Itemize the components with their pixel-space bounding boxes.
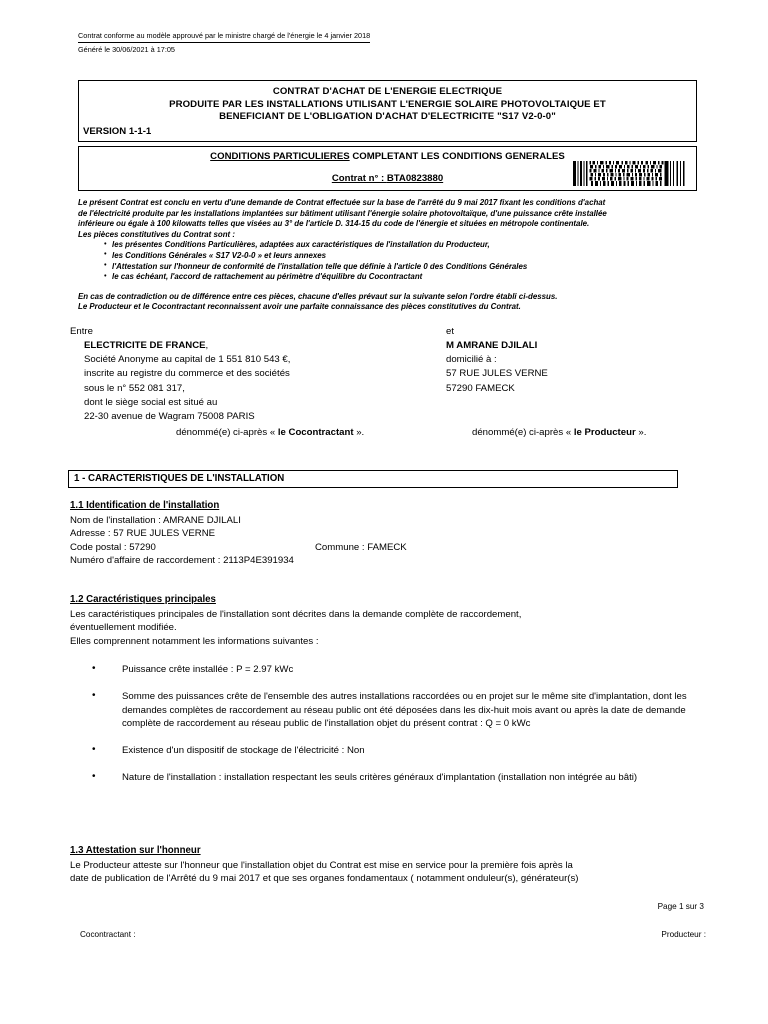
section-1-1-body xyxy=(70,514,690,567)
list-item: • les présentes Conditions Particulières, adaptées aux caractéristiques de l'installation du Producteur, xyxy=(112,240,698,251)
cocontractant-line: sous le n° 552 081 317, xyxy=(84,382,185,394)
list-item: • le cas échéant, l'accord de rattachement au périmètre d'équilibre du Cocontractant xyxy=(112,272,698,283)
list-item: • Existence d'un dispositif de stockage de l'électricité : Non xyxy=(70,744,690,757)
installation-postal-row xyxy=(70,541,690,554)
contract-intro xyxy=(78,198,698,313)
conditions-particulieres-box xyxy=(78,146,697,191)
cocontractant-line: inscrite au registre du commerce et des sociétés xyxy=(84,368,290,380)
parties-labels-row xyxy=(70,325,710,339)
producteur-name: M AMRANE DJILALI xyxy=(446,340,538,351)
section-1-2-intro xyxy=(70,608,690,648)
denom-suffix: ». xyxy=(635,427,647,438)
producteur-block xyxy=(446,339,746,396)
intro-p1-line-3: inférieure ou égale à 100 kilowatts telles que visées au 3° de l'article D. 314-15 du code de l'énergie et situées en métropole continentale. xyxy=(78,219,590,229)
conformity-note: Contrat conforme au modèle approuvé par le ministre chargé de l'énergie le 4 janvier 2018 xyxy=(78,30,370,43)
parties-block xyxy=(70,325,710,423)
label-et: et xyxy=(446,326,455,337)
footer-producteur-label: Producteur : xyxy=(661,930,706,939)
list-item: • Puissance crête installée : P = 2.97 kWc xyxy=(70,663,690,676)
section-1-3-body xyxy=(70,859,690,886)
denom-prefix: dénommé(e) ci-après « xyxy=(472,427,574,438)
cocontractant-denomination xyxy=(176,427,364,438)
section-1-3-line: date de publication de l'Arrêté du 9 mai 2017 et que ses organes fondamentaux ( notamment onduleur(s), générateur(s) xyxy=(70,873,579,885)
cocontractant-name-suffix: , xyxy=(205,340,209,351)
producteur-line: domicilié à : xyxy=(446,354,497,366)
section-1-banner: 1 - CARACTERISTIQUES DE L'INSTALLATION xyxy=(68,470,678,488)
section-1-2-intro-line: éventuellement modifiée. xyxy=(70,622,177,634)
intro-p2-line-2: Le Producteur et le Cocontractant reconnaissent avoir une parfaite connaissance des pièces constitutives du Contrat. xyxy=(78,302,521,312)
intro-p1-line-4: Les pièces constitutives du Contrat sont : xyxy=(78,229,235,239)
installation-postal-code: Code postal : 57290 xyxy=(70,541,156,553)
denom-suffix: ». xyxy=(353,427,365,438)
document-meta xyxy=(78,30,698,56)
contract-number-label: Contrat n° : xyxy=(331,173,387,184)
section-1-2-intro-line: Les caractéristiques principales de l'installation sont décrites dans la demande complète de raccordement, xyxy=(70,609,522,620)
producteur-name-row xyxy=(446,339,746,353)
title-line-1: CONTRAT D'ACHAT DE L'ENERGIE ELECTRIQUE xyxy=(272,86,503,97)
section-1-3-heading: 1.3 Attestation sur l'honneur xyxy=(70,845,201,856)
title-line-3: BENEFICIANT DE L'OBLIGATION D'ACHAT D'ELECTRICITE "S17 V2-0-0" xyxy=(219,111,556,123)
section-1-2-intro-line: Elles comprennent notamment les informations suivantes : xyxy=(70,635,319,647)
list-item: • l'Attestation sur l'honneur de conformité de l'installation telle que définie à l'article 0 des Conditions Générales xyxy=(112,262,698,273)
contract-pieces-list xyxy=(78,240,698,282)
list-item: • Somme des puissances crête de l'ensemble des autres installations raccordées ou en projet sur le même site d'implantation, dont les demandes complètes de raccordement au réseau public ont été déposées dans les dix-huit mois avant ou après la date de demande complète de raccordement au réseau public de l'installation objet du présent contrat : Q = 0 kWc xyxy=(70,690,690,730)
denom-bold: le Producteur xyxy=(573,427,636,438)
section-1-3-line: Le Producteur atteste sur l'honneur que l'installation objet du Contrat est mise en service pour la première fois après la xyxy=(70,860,573,871)
title-line-2: PRODUITE PAR LES INSTALLATIONS UTILISANT L'ENERGIE SOLAIRE PHOTOVOLTAIQUE ET xyxy=(169,98,606,110)
installation-name: Nom de l'installation : AMRANE DJILALI xyxy=(70,515,241,526)
pdf417-barcode-icon xyxy=(572,161,688,186)
installation-connection-number: Numéro d'affaire de raccordement : 2113P4E391934 xyxy=(70,554,294,566)
cocontractant-line: 22-30 avenue de Wagram 75008 PARIS xyxy=(84,411,255,423)
section-1-2-heading: 1.2 Caractéristiques principales xyxy=(70,594,216,605)
footer-cocontractant-label: Cocontractant : xyxy=(80,930,136,939)
cocontractant-block xyxy=(84,339,424,424)
denom-bold: le Cocontractant xyxy=(277,427,354,438)
producteur-denomination xyxy=(472,427,646,438)
installation-commune: Commune : FAMECK xyxy=(315,541,407,553)
conditions-heading-rest: COMPLETANT LES CONDITIONS GENERALES xyxy=(349,151,565,162)
cocontractant-name-row xyxy=(84,339,424,353)
conditions-heading-underlined: CONDITIONS PARTICULIERES xyxy=(210,151,350,162)
label-entre: Entre xyxy=(70,326,93,337)
list-item: • les Conditions Générales « S17 V2-0-0 » et leurs annexes xyxy=(112,251,698,262)
contract-version: VERSION 1-1-1 xyxy=(83,125,152,137)
installation-address: Adresse : 57 RUE JULES VERNE xyxy=(70,528,216,540)
cocontractant-name: ELECTRICITE DE FRANCE xyxy=(84,340,206,351)
intro-p1-line-1: Le présent Contrat est conclu en vertu d'une demande de Contrat effectuée sur la base de l'arrêté du 9 mai 2017 fixant les conditions d'achat xyxy=(78,198,606,207)
list-item: • Nature de l'installation : installation respectant les seuls critères généraux d'implantation (installation non intégrée au bâti) xyxy=(70,771,690,784)
section-1-2-bullets xyxy=(70,663,690,785)
cocontractant-line: Société Anonyme au capital de 1 551 810 543 €, xyxy=(84,354,291,366)
generated-note: Généré le 30/06/2021 à 17:05 xyxy=(78,45,175,54)
producteur-line: 57 RUE JULES VERNE xyxy=(446,368,548,380)
contract-title-box xyxy=(78,80,697,142)
intro-p2-line-1: En cas de contradiction ou de différence entre ces pièces, chacune d'elles prévaut sur la suivante selon l'ordre établi ci-dessus. xyxy=(78,291,558,301)
cocontractant-line: dont le siège social est situé au xyxy=(84,396,218,408)
contract-number-value: BTA0823880 xyxy=(386,173,444,184)
producteur-line: 57290 FAMECK xyxy=(446,382,515,394)
denom-prefix: dénommé(e) ci-après « xyxy=(176,427,278,438)
page-number: Page 1 sur 3 xyxy=(657,902,704,911)
section-1-1-heading: 1.1 Identification de l'installation xyxy=(70,500,220,511)
intro-p1-line-2: de l'électricité produite par les installations implantées sur bâtiment utilisant l'énergie solaire photovoltaïque, d'une puissance crête installée xyxy=(78,208,607,218)
